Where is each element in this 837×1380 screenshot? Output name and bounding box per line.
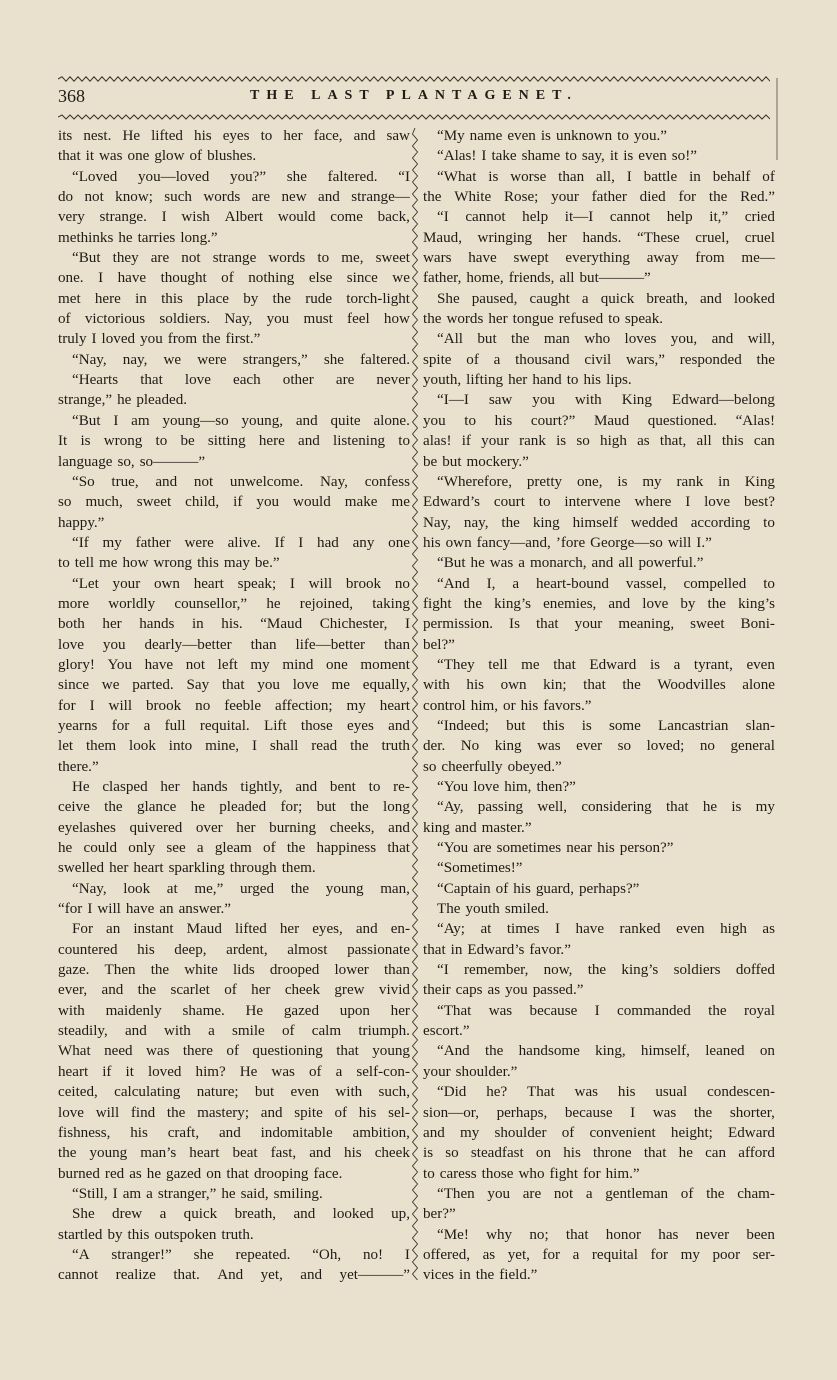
- text-line: that in Edward’s favor.”: [423, 941, 571, 958]
- text-line: burned red as he gazed on that drooping face.: [58, 1165, 343, 1182]
- text-line: your shoulder.”: [423, 1063, 518, 1080]
- text-line: so cheerfully obeyed.”: [423, 758, 562, 775]
- text-line: steadily, and with a smile of calm triumph.: [58, 1023, 410, 1040]
- text-line: to tell me how wrong this may be.”: [58, 555, 280, 572]
- text-line: “Then you are not a gentleman of the cham-: [437, 1185, 775, 1202]
- text-line: “I—I saw you with King Edward—belong: [437, 392, 775, 409]
- text-line: “Ay, passing well, considering that he is my: [437, 799, 775, 816]
- text-line: their caps as you passed.”: [423, 982, 584, 999]
- text-line: Nay, nay, the king himself wedded according to: [423, 514, 775, 531]
- text-line: met here in this place by the rude torch-light: [58, 290, 410, 307]
- text-line: “So true, and not unwelcome. Nay, confess: [72, 473, 410, 490]
- text-line: ceive the glance he pleaded for; but the long: [58, 799, 410, 816]
- text-line: “I cannot help it—I cannot help it,” cried: [437, 209, 775, 226]
- text-line: be but mockery.”: [423, 453, 529, 470]
- text-line: with his own kin; that the Woodvilles alone: [423, 677, 775, 694]
- text-line: “They tell me that Edward is a tyrant, even: [437, 656, 775, 673]
- text-line: What need was there of questioning that young: [58, 1043, 410, 1060]
- text-line: spite of a thousand civil wars,” responded the: [423, 351, 775, 368]
- text-line: eyelashes quivered over her burning cheeks, and: [58, 819, 410, 836]
- text-line: that it was one glow of blushes.: [58, 148, 257, 165]
- text-line: the words her tongue refused to speak.: [423, 311, 664, 328]
- text-line: there.”: [58, 758, 99, 775]
- text-line: “Nay, nay, we were strangers,” she faltered.: [72, 351, 410, 368]
- text-line: “Still, I am a stranger,” he said, smiling.: [72, 1185, 323, 1202]
- text-line: let them look into mine, I shall read the truth: [58, 738, 410, 755]
- text-line: glory! You have not left my mind one moment: [58, 656, 410, 673]
- text-line: “Hearts that love each other are never: [72, 372, 410, 389]
- text-line: gaze. Then the white lids drooped lower than: [58, 962, 410, 979]
- text-line: of victorious soldiers. Nay, you must feel how: [58, 311, 410, 328]
- text-line: “But he was a monarch, and all powerful.”: [437, 555, 704, 572]
- text-line: countered his deep, ardent, almost passionate: [58, 941, 410, 958]
- text-line: Maud, wringing her hands. “These cruel, cruel: [423, 229, 775, 246]
- text-line: happy.”: [58, 514, 105, 531]
- text-line: She paused, caught a quick breath, and looked: [437, 290, 775, 307]
- text-line: “Wherefore, pretty one, is my rank in King: [437, 473, 775, 490]
- text-line: “Let your own heart speak; I will brook no: [72, 575, 410, 592]
- text-line: more worldly counsellor,” he rejoined, taking: [58, 595, 410, 612]
- text-line: “Did he? That was his usual condescen-: [437, 1084, 775, 1101]
- text-line: “A stranger!” she repeated. “Oh, no! I: [72, 1246, 410, 1263]
- left-column: [58, 126, 410, 1286]
- text-line: to caress those who fight for him.”: [423, 1165, 640, 1182]
- text-line: yearns for a full requital. Lift those eyes and: [58, 717, 410, 734]
- text-line: for I will brook no feeble affection; my heart: [58, 697, 410, 714]
- text-line: “And I, a heart-bound vassel, compelled to: [437, 575, 775, 592]
- text-line: “Loved you—loved you?” she faltered. “I: [72, 168, 410, 185]
- text-line: fight the king’s enemies, and love by the king’s: [423, 595, 775, 612]
- text-line: “Captain of his guard, perhaps?”: [437, 880, 640, 897]
- text-line: “I remember, now, the king’s soldiers doffed: [437, 962, 775, 979]
- text-line: It is wrong to be sitting here and listening to: [58, 433, 410, 450]
- text-line: “If my father were alive. If I had any one: [72, 534, 410, 551]
- text-line: “You love him, then?”: [437, 779, 576, 795]
- text-line: For an instant Maud lifted her eyes, and en-: [72, 921, 410, 938]
- text-line: “All but the man who loves you, and will,: [437, 331, 775, 348]
- text-line: “But I am young—so young, and quite alone.: [72, 412, 410, 429]
- text-line: strange,” he pleaded.: [58, 392, 188, 409]
- text-line: “My name even is unknown to you.”: [437, 128, 667, 144]
- text-line: Edward’s court to intervene where I love best?: [423, 494, 775, 511]
- right-column: [423, 126, 775, 1286]
- text-line: startled by this outspoken truth.: [58, 1226, 254, 1243]
- text-line: cannot realize that. And yet, and yet———”: [58, 1267, 410, 1284]
- text-line: wars have swept everything away from me—: [423, 250, 775, 267]
- text-line: The youth smiled.: [437, 901, 549, 918]
- text-line: vices in the field.”: [423, 1267, 538, 1284]
- text-line: youth, lifting her hand to his lips.: [423, 372, 632, 389]
- ornamental-rule-bottom: [58, 112, 770, 122]
- text-line: permission. Is that your meaning, sweet Boni-: [423, 616, 775, 633]
- text-line: he could only see a gleam of the happiness that: [58, 840, 410, 857]
- text-line: ceited, calculating nature; but even with such,: [58, 1084, 410, 1101]
- text-line: “Sometimes!”: [437, 860, 523, 877]
- ornamental-rule-top: [58, 74, 770, 84]
- text-line: the young man’s heart beat fast, and his cheek: [58, 1145, 410, 1162]
- text-line: love will find the mastery; and spite of his sel-: [58, 1104, 410, 1121]
- text-line: truly I loved you from the first.”: [58, 331, 261, 348]
- text-line: “Ay; at times I have ranked even high as: [437, 921, 775, 938]
- column-divider: [411, 128, 419, 1280]
- text-line: the White Rose; your father died for the Red.”: [423, 189, 775, 206]
- text-line: escort.”: [423, 1023, 470, 1040]
- text-line: his own fancy—and, ’fore George—so will I.”: [423, 534, 712, 551]
- page-header: [58, 86, 770, 110]
- text-line: and my shoulder of convenient height; Edward: [423, 1124, 775, 1141]
- text-line: “And the handsome king, himself, leaned on: [437, 1043, 775, 1060]
- text-line: since we parted. Say that you love me equally,: [58, 677, 410, 694]
- page-edge-mark: [776, 78, 778, 160]
- running-title: THE LAST PLANTAGENET.: [250, 88, 578, 103]
- text-line: bel?”: [423, 636, 455, 653]
- text-line: der. No king was ever so loved; no general: [423, 738, 775, 755]
- text-line: ber?”: [423, 1206, 456, 1223]
- text-line: is so steadfast on his throne that he can afford: [423, 1145, 775, 1162]
- text-line: alas! if your rank is so high as that, all this can: [423, 433, 775, 450]
- page-number: 368: [58, 86, 85, 106]
- text-line: control him, or his favors.”: [423, 697, 592, 714]
- text-line: king and master.”: [423, 819, 532, 836]
- text-line: “Alas! I take shame to say, it is even so!”: [437, 148, 697, 165]
- text-line: She drew a quick breath, and looked up,: [72, 1206, 410, 1223]
- text-line: its nest. He lifted his eyes to her face, and saw: [58, 128, 410, 144]
- text-line: “You are sometimes near his person?”: [437, 840, 674, 857]
- text-line: fishness, his craft, and indomitable ambition,: [58, 1124, 410, 1141]
- text-line: with maidenly shame. He gazed upon her: [58, 1002, 410, 1019]
- text-line: you to his court?” Maud questioned. “Alas!: [423, 412, 775, 429]
- text-line: language so, so———”: [58, 453, 206, 470]
- text-line: love you dearly—better than life—better than: [58, 636, 410, 653]
- text-line: father, home, friends, all but———”: [423, 270, 651, 287]
- text-line: so much, sweet child, if you would make me: [58, 494, 410, 511]
- text-line: “Nay, look at me,” urged the young man,: [72, 880, 410, 897]
- text-line: both her hands in his. “Maud Chichester, I: [58, 616, 410, 633]
- text-line: “Indeed; but this is some Lancastrian slan-: [437, 717, 775, 734]
- text-line: do not know; such words are new and strange—: [58, 189, 410, 206]
- text-line: very strange. I wish Albert would come back,: [58, 209, 410, 226]
- text-line: offered, as yet, for a requital for my poor ser-: [423, 1246, 775, 1263]
- text-line: “Me! why no; that honor has never been: [437, 1226, 775, 1243]
- text-line: ever, and the scarlet of her cheek grew vivid: [58, 982, 410, 999]
- text-line: “for I will have an answer.”: [58, 901, 231, 918]
- text-line: He clasped her hands tightly, and bent to re-: [72, 779, 410, 795]
- text-line: one. I have thought of nothing else since we: [58, 270, 410, 287]
- text-line: methinks he tarries long.”: [58, 229, 218, 246]
- text-line: “That was because I commanded the royal: [437, 1002, 775, 1019]
- text-line: “But they are not strange words to me, sweet: [72, 250, 410, 267]
- text-line: heart if it loved him? He was of a self-con-: [58, 1063, 410, 1080]
- text-line: swelled her heart sparkling through them.: [58, 860, 316, 877]
- text-line: “What is worse than all, I battle in behalf of: [437, 168, 775, 185]
- text-line: sion—or, perhaps, because I was the shorter,: [423, 1104, 775, 1121]
